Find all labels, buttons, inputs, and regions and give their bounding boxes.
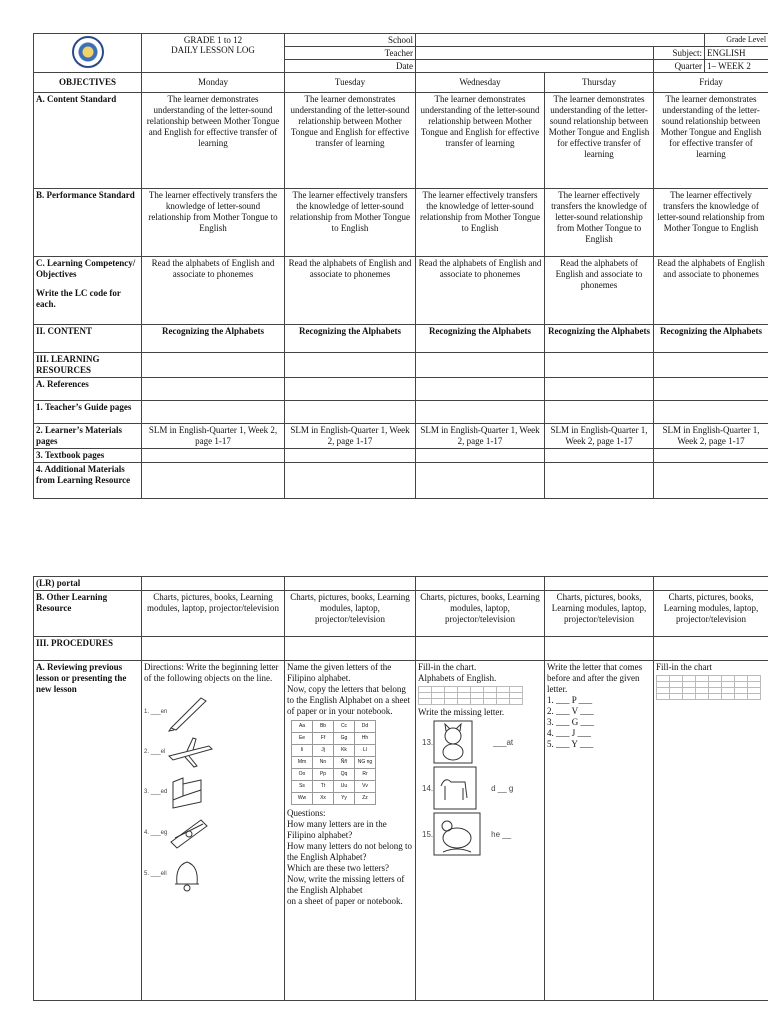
questions-title: Questions: — [287, 808, 326, 818]
row-other-resources — [34, 591, 768, 637]
letter-cell: Hh — [355, 733, 376, 745]
wednesday-line-1: Fill-in the chart. — [418, 662, 477, 672]
subject-label: Subject: — [654, 47, 705, 60]
cell-thursday — [545, 637, 654, 661]
cell-wednesday — [416, 378, 545, 401]
cell-tuesday — [285, 449, 416, 463]
cell-tuesday: SLM in English-Quarter 1, Week 2, page 1-17 — [285, 424, 416, 449]
letter-cell: Cc — [334, 721, 355, 733]
wednesday-line-3: Write the missing letter. — [418, 707, 505, 717]
item-word: d __ g — [491, 783, 514, 793]
question-4: Now, write the missing letters of the English Alphabet — [287, 874, 405, 895]
cell-monday: Recognizing the Alphabets — [142, 325, 285, 353]
school-label: School — [285, 34, 416, 47]
letter-cell: Ww — [292, 793, 313, 805]
filipino-alphabet-grid — [291, 720, 376, 805]
col-monday: Monday — [142, 73, 285, 93]
letter-cell: Jj — [313, 745, 334, 757]
clothespin-icon — [167, 814, 211, 852]
deped-seal — [34, 34, 142, 73]
cell-thursday — [545, 577, 654, 591]
letter-cell: Pp — [313, 769, 334, 781]
row-label: 4. Additional Materials from Learning Resource — [34, 463, 142, 499]
teacher-value[interactable] — [416, 47, 654, 60]
monday-item-peg — [144, 814, 282, 852]
letter-cell: Vv — [355, 781, 376, 793]
cell-wednesday — [416, 661, 545, 1001]
letter-cell: Dd — [355, 721, 376, 733]
tuesday-intro-1: Name the given letters of the Filipino alphabet. — [287, 662, 392, 683]
friday-alphabet-chart — [656, 675, 761, 700]
letter-cell: Mm — [292, 757, 313, 769]
cell-friday — [654, 463, 768, 499]
cat-icon — [433, 720, 473, 764]
seal-icon — [72, 36, 104, 68]
letter-cell: Tt — [313, 781, 334, 793]
col-tuesday: Tuesday — [285, 73, 416, 93]
cell-thursday: Recognizing the Alphabets — [545, 325, 654, 353]
cell-monday — [142, 378, 285, 401]
cell-monday: The learner demonstrates understanding of the letter-sound relationship between Mother Tongue and English for effective transfer of learning — [142, 93, 285, 189]
cell-tuesday — [285, 378, 416, 401]
cell-friday — [654, 661, 768, 1001]
cell-tuesday — [285, 637, 416, 661]
item-number: 13. — [422, 737, 434, 747]
item-number: 15. — [422, 829, 434, 839]
letter-cell: Aa — [292, 721, 313, 733]
item-label: 4. ___eg — [144, 829, 168, 836]
header-row-school — [34, 34, 768, 47]
cell-friday: Read the alphabets of English and associate to phonemes — [654, 257, 768, 325]
item-word: ___at — [493, 737, 514, 747]
monday-directions: Directions: Write the beginning letter of the following objects on the line. — [144, 662, 279, 683]
date-value[interactable] — [416, 60, 654, 73]
col-friday: Friday — [654, 73, 768, 93]
row-learning-competency — [34, 257, 768, 325]
letter-cell: Kk — [334, 745, 355, 757]
cell-tuesday: Read the alphabets of English and associate to phonemes — [285, 257, 416, 325]
cell-friday: The learner effectively transfers the knowledge of letter-sound relationship from Mother Tongue to English — [654, 189, 768, 257]
row-label: B. Performance Standard — [34, 189, 142, 257]
cell-monday — [142, 449, 285, 463]
dog-icon — [433, 766, 477, 810]
cell-wednesday: SLM in English-Quarter 1, Week 2, page 1-17 — [416, 424, 545, 449]
letter-cell: Ee — [292, 733, 313, 745]
row-label: (LR) portal — [34, 577, 142, 591]
letter-cell: Zz — [355, 793, 376, 805]
cell-wednesday: The learner demonstrates understanding of the letter-sound relationship between Mother Tongue and English for effective transfer of learning — [416, 93, 545, 189]
row-label: B. Other Learning Resource — [34, 591, 142, 637]
letter-cell: Ff — [313, 733, 334, 745]
item-number: 14. — [422, 783, 434, 793]
wednesday-item-cat — [418, 720, 542, 764]
friday-instruction: Fill-in the chart — [656, 662, 712, 672]
item-label: 2. ___el — [144, 748, 166, 755]
cell-wednesday: Recognizing the Alphabets — [416, 325, 545, 353]
cell-thursday — [545, 378, 654, 401]
letter-cell: Qq — [334, 769, 355, 781]
cell-friday — [654, 353, 768, 378]
cell-tuesday: The learner effectively transfers the knowledge of letter-sound relationship from Mother Tongue to English — [285, 189, 416, 257]
letter-cell: Oo — [292, 769, 313, 781]
col-wednesday: Wednesday — [416, 73, 545, 93]
thursday-item: 5. ___ Y ___ — [547, 739, 594, 749]
cell-thursday — [545, 449, 654, 463]
cell-monday — [142, 401, 285, 424]
cell-monday: The learner effectively transfers the knowledge of letter-sound relationship from Mother Tongue to English — [142, 189, 285, 257]
cell-thursday: SLM in English-Quarter 1, Week 2, page 1-17 — [545, 424, 654, 449]
letter-cell: Nn — [313, 757, 334, 769]
cell-monday — [142, 661, 285, 1001]
cell-tuesday: Charts, pictures, books, Learning modules, laptop, projector/television — [285, 591, 416, 637]
column-header-row — [34, 73, 768, 93]
jet-icon — [165, 734, 215, 770]
hen-icon — [433, 812, 481, 856]
cell-monday: Read the alphabets of English and associate to phonemes — [142, 257, 285, 325]
row-additional-materials — [34, 463, 768, 499]
cell-monday: Charts, pictures, books, Learning modules, laptop, projector/television — [142, 591, 285, 637]
cell-wednesday — [416, 449, 545, 463]
cell-thursday: The learner effectively transfers the knowledge of letter-sound relationship from Mother Tongue to English — [545, 189, 654, 257]
thursday-item: 1. ___ P ___ — [547, 695, 593, 705]
cell-thursday — [545, 353, 654, 378]
monday-item-jet — [144, 734, 282, 770]
cell-monday — [142, 463, 285, 499]
date-label: Date — [285, 60, 416, 73]
cell-thursday — [545, 661, 654, 1001]
cell-wednesday — [416, 577, 545, 591]
cell-tuesday — [285, 661, 416, 1001]
cell-wednesday — [416, 401, 545, 424]
row-label: III. LEARNING RESOURCES — [34, 353, 142, 378]
row-reviewing — [34, 661, 768, 1001]
row-label: 2. Learner’s Materials pages — [34, 424, 142, 449]
cell-friday: Charts, pictures, books, Learning modules, laptop, projector/television — [654, 591, 768, 637]
row-label: A. Content Standard — [34, 93, 142, 189]
monday-item-bell — [144, 854, 282, 894]
row-content-standard — [34, 93, 768, 189]
letter-cell: Yy — [334, 793, 355, 805]
cell-monday — [142, 353, 285, 378]
thursday-item: 4. ___ J ___ — [547, 728, 592, 738]
cell-tuesday — [285, 353, 416, 378]
letter-cell: Uu — [334, 781, 355, 793]
col-objectives: OBJECTIVES — [34, 73, 142, 93]
thursday-item: 2. ___ V ___ — [547, 706, 594, 716]
cell-monday: SLM in English-Quarter 1, Week 2, page 1-17 — [142, 424, 285, 449]
cell-tuesday — [285, 401, 416, 424]
cell-friday: The learner demonstrates understanding of the letter-sound relationship between Mother Tongue and English for effective transfer of learning — [654, 93, 768, 189]
question-5: on a sheet of paper or notebook. — [287, 896, 403, 906]
cell-thursday: Read the alphabets of English and associate to phonemes — [545, 257, 654, 325]
bed-icon — [167, 772, 207, 812]
col-thursday: Thursday — [545, 73, 654, 93]
monday-item-pen — [144, 692, 282, 732]
cell-friday — [654, 378, 768, 401]
item-label: 5. ___ell — [144, 870, 167, 877]
english-alphabet-chart — [418, 686, 523, 705]
row-content — [34, 325, 768, 353]
cell-monday — [142, 577, 285, 591]
lesson-log-table-page2 — [33, 576, 768, 1001]
row-learning-resources — [34, 353, 768, 378]
cell-friday: Recognizing the Alphabets — [654, 325, 768, 353]
title-line-1: GRADE 1 to 12 — [183, 35, 243, 45]
letter-cell: Rr — [355, 769, 376, 781]
question-1: How many letters are in the Filipino alphabet? — [287, 819, 387, 840]
cell-friday: SLM in English-Quarter 1, Week 2, page 1-17 — [654, 424, 768, 449]
row-label: II. CONTENT — [34, 325, 142, 353]
cell-wednesday — [416, 353, 545, 378]
row-label: A. Reviewing previous lesson or presenting the new lesson — [34, 661, 142, 1001]
letter-cell: Xx — [313, 793, 334, 805]
quarter-label: Quarter — [654, 60, 705, 73]
item-label: 1. ___en — [144, 708, 168, 715]
cell-monday — [142, 637, 285, 661]
cell-friday — [654, 577, 768, 591]
subject-value[interactable]: ENGLISH — [705, 47, 768, 60]
cell-friday — [654, 637, 768, 661]
wednesday-line-2: Alphabets of English. — [418, 673, 497, 683]
cell-thursday — [545, 401, 654, 424]
cell-wednesday: The learner effectively transfers the knowledge of letter-sound relationship from Mother Tongue to English — [416, 189, 545, 257]
row-procedures — [34, 637, 768, 661]
cell-tuesday: The learner demonstrates understanding of the letter-sound relationship between Mother Tongue and English for effective transfer of learning — [285, 93, 416, 189]
wednesday-item-dog — [418, 766, 542, 810]
cell-friday — [654, 401, 768, 424]
letter-cell: Ii — [292, 745, 313, 757]
row-label: 1. Teacher’s Guide pages — [34, 401, 142, 424]
item-label: 3. ___ed — [144, 788, 168, 795]
tuesday-intro-2: Now, copy the letters that belong to the English Alphabet on a sheet of paper or in your notebook. — [287, 684, 410, 716]
header-title — [142, 34, 285, 73]
quarter-value[interactable]: 1– WEEK 2 — [705, 60, 768, 73]
wednesday-item-hen — [418, 812, 542, 856]
row-label: 3. Textbook pages — [34, 449, 142, 463]
letter-cell: Ññ — [334, 757, 355, 769]
row-teachers-guide — [34, 401, 768, 424]
question-3: Which are these two letters? — [287, 863, 389, 873]
cell-wednesday: Read the alphabets of English and associate to phonemes — [416, 257, 545, 325]
letter-cell: Ll — [355, 745, 376, 757]
cell-wednesday — [416, 637, 545, 661]
letter-cell: Ss — [292, 781, 313, 793]
cell-tuesday — [285, 577, 416, 591]
school-value[interactable] — [416, 34, 705, 47]
thursday-item: 3. ___ G ___ — [547, 717, 594, 727]
row-learners-materials — [34, 424, 768, 449]
competency-label: C. Learning Competency/ Objectives — [36, 258, 136, 279]
row-label — [34, 257, 142, 325]
letter-cell: NG ng — [355, 757, 376, 769]
cell-friday — [654, 449, 768, 463]
title-line-2: DAILY LESSON LOG — [171, 45, 255, 55]
row-label: III. PROCEDURES — [34, 637, 142, 661]
lesson-log-table-page1 — [33, 33, 768, 499]
cell-thursday — [545, 463, 654, 499]
question-2: How many letters do not belong to the English Alphabet? — [287, 841, 412, 862]
letter-cell: Bb — [313, 721, 334, 733]
monday-item-bed — [144, 772, 282, 812]
row-references — [34, 378, 768, 401]
row-textbook — [34, 449, 768, 463]
row-lr-portal — [34, 577, 768, 591]
cell-thursday: The learner demonstrates understanding of the letter-sound relationship between Mother Tongue and English for effective transfer of learning — [545, 93, 654, 189]
cell-tuesday: Recognizing the Alphabets — [285, 325, 416, 353]
thursday-instruction: Write the letter that comes before and after the given letter. — [547, 662, 643, 694]
row-label: A. References — [34, 378, 142, 401]
bell-icon — [167, 854, 207, 894]
teacher-label: Teacher — [285, 47, 416, 60]
letter-cell: Gg — [334, 733, 355, 745]
cell-tuesday — [285, 463, 416, 499]
cell-wednesday: Charts, pictures, books, Learning modules, laptop, projector/television — [416, 591, 545, 637]
row-performance-standard — [34, 189, 768, 257]
cell-wednesday — [416, 463, 545, 499]
grade-level-label: Grade Level — [705, 34, 768, 47]
cell-thursday: Charts, pictures, books, Learning modules, laptop, projector/television — [545, 591, 654, 637]
item-word: he __ — [491, 829, 512, 839]
pen-icon — [167, 692, 209, 732]
lc-code-note: Write the LC code for each. — [36, 288, 121, 309]
